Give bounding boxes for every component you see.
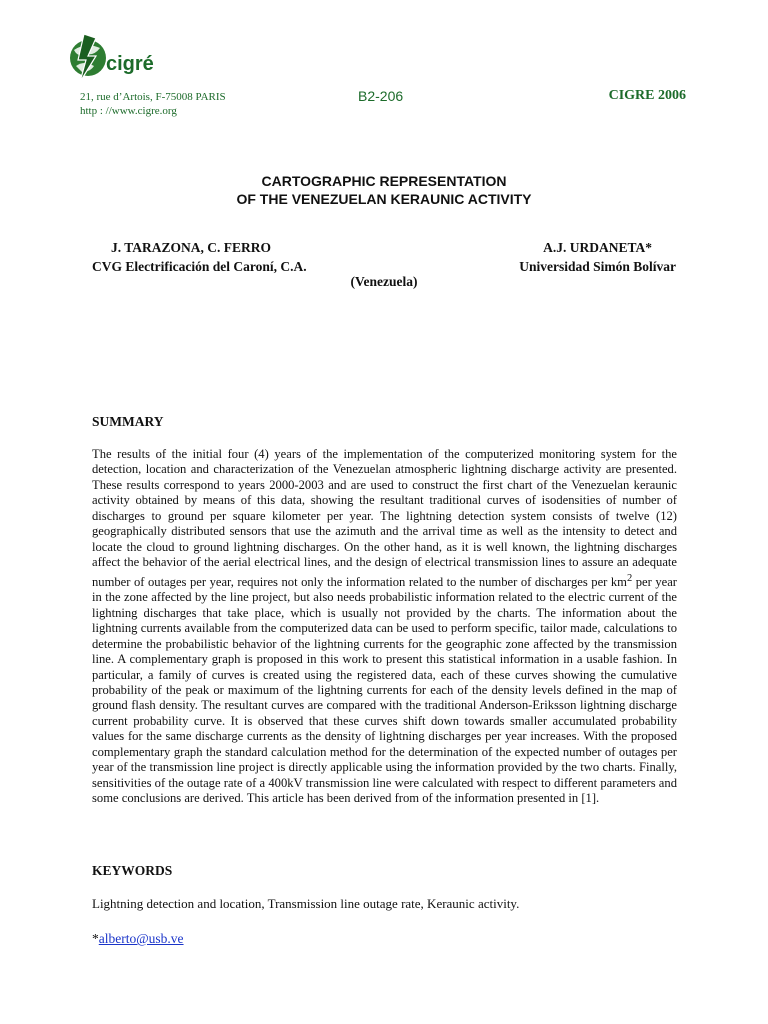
conference-label: CIGRE 2006: [608, 88, 686, 103]
logo-text: cigré: [106, 53, 154, 75]
globe-icon: [70, 34, 106, 82]
affiliation-left: CVG Electrificación del Caroní, C.A.: [92, 259, 307, 274]
author-names-right: A.J. URDANETA*: [543, 240, 653, 255]
address-line: 21, rue d’Artois, F-75008 PARIS: [80, 91, 226, 103]
title-line-1: CARTOGRAPHIC REPRESENTATION: [261, 173, 507, 189]
summary-text: [92, 447, 677, 807]
summary-heading: SUMMARY: [92, 414, 164, 429]
cigre-logo: [66, 28, 162, 88]
authors-left: [92, 238, 307, 276]
contact-email: [92, 931, 184, 947]
title-line-2: OF THE VENEZUELAN KERAUNIC ACTIVITY: [236, 191, 532, 207]
summary-part-1: The results of the initial four (4) years of the implementation of the computerized monitoring system for the detection, location and characterization of the Venezuelan atmospheric lightning discharge activity are presented. These results correspond to years 2000-2003 and are used to construct the first chart of the Venezuelan keraunic activity obtained by means of this data, showing the resultant traditional curves of isodensities of number of discharges to ground per square kilometer per year. The lightning detection system consists of twelve (12) geographically distributed sensors that use the azimuth and the arrival time as well as the intensity to detect and locate the cloud to ground lightning discharges. On the other hand, as it is well known, the lightning discharges affect the behavior of the aerial electrical lines, and the design of electrical transmission lines to assure an adequate number of outages per year, requires not only the information related to the number of discharges per km: [92, 447, 677, 589]
affiliation-right: Universidad Simón Bolívar: [519, 259, 676, 274]
keywords-text: Lightning detection and location, Transmission line outage rate, Keraunic activity.: [92, 896, 520, 911]
address-block: [80, 90, 226, 118]
country: (Venezuela): [350, 274, 418, 289]
authors-right: [519, 238, 676, 276]
keywords-heading: KEYWORDS: [92, 863, 173, 878]
website: http : //www.cigre.org: [80, 105, 177, 117]
email-link[interactable]: alberto@usb.ve: [98, 931, 184, 946]
summary-part-2: per year in the zone affected by the line project, but also needs probabilistic information related to the electric current of the lightning discharges that take place, which is usually not provided by the charts. The information about the lightning currents available from the computerized data can be used to perform specific, tailor made, calculations to determine the probabilistic behavior of the lightning currents for the geographic zone affected by the transmission line. A complementary graph is proposed in this work to present this statistical information in a usable fashion. In particular, a family of curves is created using the registered data, each of these curves showing the cumulative probability of the peak or maximum of the lightning currents for each of the density levels defined in the map of ground flash density. The resultant curves are compared with the traditional Anderson-Eriksson lightning discharge current probability curve. It is observed that these curves shift down towards smaller accumulated probability values for the same discharge currents as the density of lightning discharges per year increases. With the proposed complementary graph the standard calculation method for the determination of the expected number of outages per year of the transmission line project is directly applicable using the information provided by the two charts. Finally, sensitivities of the outage rate of a 400kV transmission line were calculated with respect to different parameters and some conclusions are derived. This article has been derived from of the information presented in [1].: [92, 574, 677, 806]
paper-title: [0, 172, 768, 208]
paper-code: B2-206: [358, 88, 404, 104]
email-prefix: *: [92, 931, 99, 946]
superscript: 2: [626, 572, 633, 584]
author-names-left: J. TARAZONA, C. FERRO: [111, 240, 272, 255]
